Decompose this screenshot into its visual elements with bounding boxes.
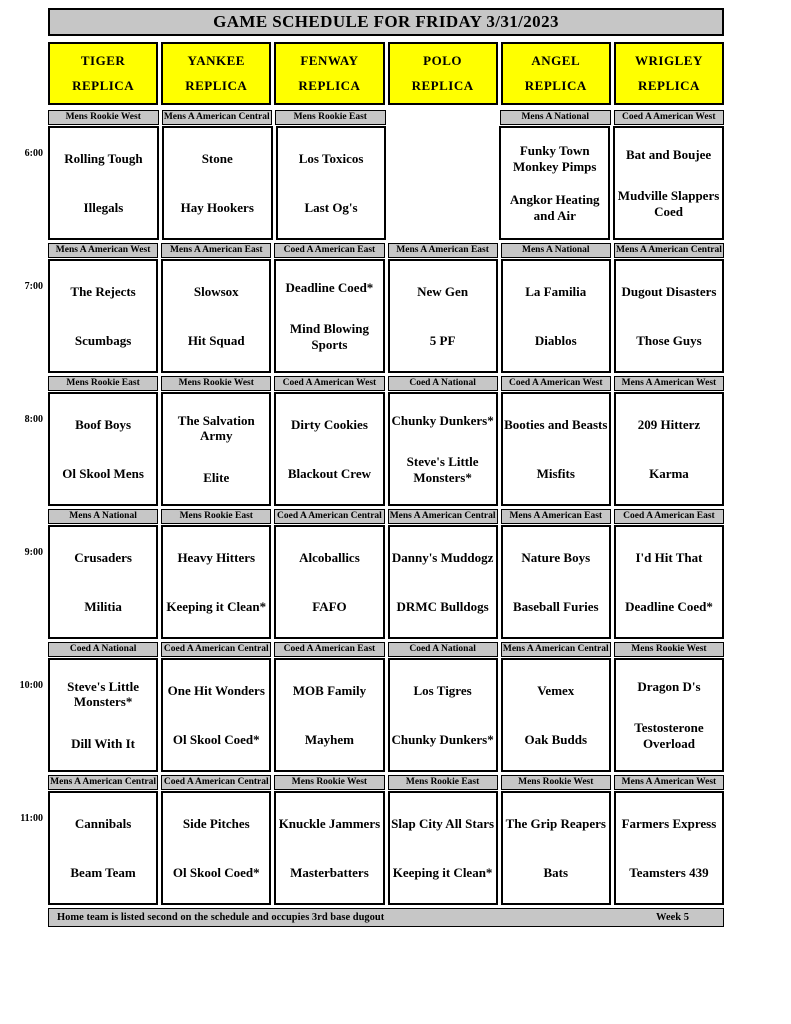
- away-team: One Hit Wonders: [167, 682, 265, 698]
- game-cell: [388, 392, 498, 506]
- time-label: 8:00: [24, 414, 43, 425]
- away-team: Vemex: [537, 682, 575, 698]
- footer-note: Home team is listed second on the schedule and occupies 3rd base dugout: [57, 912, 385, 923]
- division-label: Coed A American West: [274, 376, 384, 391]
- away-team: New Gen: [417, 283, 469, 299]
- division-label: Coed A National: [48, 642, 158, 657]
- field-name: WRIGLEY: [635, 53, 703, 68]
- game-cell: [48, 525, 158, 639]
- away-team: Side Pitches: [182, 815, 250, 831]
- away-team: Rolling Tough: [64, 150, 143, 166]
- division-label: Mens Rookie West: [48, 110, 159, 125]
- division-label: Coed A American Central: [161, 642, 271, 657]
- game-cell: [48, 392, 158, 506]
- game-cell: [276, 126, 387, 240]
- game-cell: [161, 525, 271, 639]
- game-cell: [501, 392, 611, 506]
- home-team: Steve's Little Monsters*: [406, 454, 479, 485]
- field-name: POLO: [423, 53, 463, 68]
- away-team: Dragon D's: [637, 678, 701, 694]
- division-label: Mens A National: [48, 509, 158, 524]
- division-label: Mens Rookie East: [275, 110, 386, 125]
- page-title: GAME SCHEDULE FOR FRIDAY 3/31/2023: [48, 8, 724, 36]
- field-header-row: [8, 42, 724, 105]
- game-cell: [613, 126, 724, 240]
- away-team: Nature Boys: [521, 549, 591, 565]
- away-team: Farmers Express: [621, 815, 717, 831]
- home-team: Ol Skool Coed*: [172, 864, 260, 880]
- division-row: [8, 243, 724, 258]
- division-label: Mens Rookie East: [48, 376, 158, 391]
- game-row: [8, 525, 724, 639]
- field-type: REPLICA: [298, 78, 361, 93]
- column-header-polo: [388, 42, 498, 105]
- division-label: Mens A American East: [388, 243, 498, 258]
- game-cell: [501, 658, 611, 772]
- home-team: Beam Team: [70, 864, 136, 880]
- division-row: [8, 376, 724, 391]
- game-cell-empty: [389, 126, 496, 240]
- footer-row: [8, 908, 724, 927]
- game-cell: [48, 791, 158, 905]
- game-cell: [388, 259, 498, 373]
- column-header-wrigley: [614, 42, 724, 105]
- away-team: Boof Boys: [75, 416, 132, 432]
- time-label: 11:00: [20, 813, 43, 824]
- gutter: [8, 509, 45, 524]
- away-team: Deadline Coed*: [285, 279, 374, 295]
- field-type: REPLICA: [524, 78, 587, 93]
- home-team: Ol Skool Mens: [62, 465, 144, 481]
- division-row: [8, 642, 724, 657]
- away-team: Slap City All Stars: [391, 815, 495, 831]
- away-team: The Salvation Army: [177, 412, 255, 444]
- division-label: Mens A American Central: [162, 110, 273, 125]
- home-team: Last Og's: [304, 199, 358, 215]
- home-team: Those Guys: [636, 332, 702, 348]
- division-label: Coed A American East: [614, 509, 724, 524]
- game-row: [8, 259, 724, 373]
- home-team: Karma: [649, 465, 689, 481]
- field-type: REPLICA: [637, 78, 700, 93]
- away-team: Crusaders: [74, 549, 132, 565]
- home-team: Scumbags: [74, 332, 132, 348]
- home-team: Illegals: [83, 199, 124, 215]
- game-cell: [48, 259, 158, 373]
- away-team: 209 Hitterz: [637, 416, 701, 432]
- time-label: 6:00: [24, 148, 43, 159]
- home-team: Teamsters 439: [629, 864, 709, 880]
- game-row: [8, 791, 724, 905]
- game-cell: [161, 259, 271, 373]
- away-team: Cannibals: [74, 815, 132, 831]
- home-team: Hit Squad: [187, 332, 245, 348]
- division-label: Coed A American Central: [274, 509, 384, 524]
- time-label: 7:00: [24, 281, 43, 292]
- footer-bar: [48, 908, 724, 927]
- game-cell: [274, 658, 384, 772]
- division-row: [8, 110, 724, 125]
- game-row: [8, 392, 724, 506]
- game-cell: [499, 126, 610, 240]
- home-team: Masterbatters: [290, 864, 369, 880]
- away-team: Los Toxicos: [298, 150, 364, 166]
- division-label: Mens A American Central: [614, 243, 724, 258]
- column-header-yankee: [161, 42, 271, 105]
- home-team: Elite: [203, 469, 230, 485]
- field-name: YANKEE: [187, 53, 245, 68]
- home-team: Angkor Heating and Air: [509, 191, 600, 223]
- home-team: Mayhem: [304, 731, 354, 747]
- division-label: Mens Rookie West: [161, 376, 271, 391]
- away-team: Bat and Boujee: [625, 146, 712, 162]
- division-label: Coed A National: [388, 642, 498, 657]
- game-cell: [388, 791, 498, 905]
- game-cell: [388, 525, 498, 639]
- game-cell: [274, 791, 384, 905]
- time-label: 9:00: [24, 547, 43, 558]
- game-row: [8, 658, 724, 772]
- gutter: [8, 110, 45, 125]
- column-header-fenway: [274, 42, 384, 105]
- away-team: MOB Family: [292, 682, 367, 698]
- away-team: The Grip Reapers: [505, 815, 606, 831]
- field-type: REPLICA: [411, 78, 474, 93]
- home-team: Diablos: [534, 332, 577, 348]
- home-team: Blackout Crew: [287, 465, 372, 481]
- away-team: Funky Town Monkey Pimps: [513, 142, 597, 174]
- division-label: Mens A American Central: [501, 642, 611, 657]
- home-team: Ol Skool Coed*: [172, 731, 260, 747]
- home-team: Mind Blowing Sports: [289, 321, 369, 352]
- away-team: La Familia: [525, 283, 587, 299]
- division-label: Mens A American East: [501, 509, 611, 524]
- home-team: Hay Hookers: [180, 199, 254, 215]
- game-cell: [48, 126, 159, 240]
- division-label: Coed A American Central: [161, 775, 271, 790]
- home-team: Oak Budds: [524, 731, 588, 747]
- home-team: Misfits: [536, 465, 575, 481]
- home-team: Bats: [543, 864, 569, 880]
- column-header-tiger: [48, 42, 158, 105]
- division-label: Mens A American Central: [388, 509, 498, 524]
- division-label: Coed A American East: [274, 243, 384, 258]
- division-label: Mens A American West: [614, 775, 724, 790]
- away-team: Knuckle Jammers: [278, 815, 381, 831]
- away-team: Booties and Beasts: [504, 416, 608, 432]
- division-label: Mens A National: [501, 243, 611, 258]
- week-label: Week 5: [656, 912, 689, 923]
- division-label: Coed A American West: [614, 110, 725, 125]
- division-label: Mens Rookie West: [501, 775, 611, 790]
- game-cell: [274, 392, 384, 506]
- game-cell: [48, 658, 158, 772]
- division-label: Mens Rookie West: [614, 642, 724, 657]
- game-cell: [388, 658, 498, 772]
- game-cell: [614, 392, 724, 506]
- home-team: Testosterone Overload: [634, 720, 704, 751]
- away-team: Chunky Dunkers*: [391, 412, 494, 428]
- division-label: Mens A American Central: [48, 775, 158, 790]
- division-row: [8, 509, 724, 524]
- home-team: FAFO: [312, 598, 347, 614]
- gutter: [8, 642, 45, 657]
- away-team: Danny's Muddogz: [391, 549, 494, 565]
- home-team: DRMC Bulldogs: [396, 598, 489, 614]
- title-row: [8, 8, 724, 36]
- gutter: [8, 243, 45, 258]
- home-team: 5 PF: [429, 332, 456, 348]
- game-cell: [161, 658, 271, 772]
- field-name: ANGEL: [531, 53, 581, 68]
- division-row: [8, 775, 724, 790]
- game-cell: [274, 259, 384, 373]
- field-name: TIGER: [80, 53, 126, 68]
- away-team: Slowsox: [193, 283, 239, 299]
- away-team: Los Tigres: [413, 682, 472, 698]
- division-label: Mens Rookie East: [161, 509, 271, 524]
- division-label: Mens A American West: [48, 243, 158, 258]
- field-type: REPLICA: [185, 78, 248, 93]
- division-label: Mens Rookie East: [388, 775, 498, 790]
- game-cell: [161, 791, 271, 905]
- game-cell: [501, 259, 611, 373]
- division-label: Mens A American West: [614, 376, 724, 391]
- field-name: FENWAY: [300, 53, 359, 68]
- home-team: Keeping it Clean*: [392, 864, 493, 880]
- gutter: [8, 8, 45, 36]
- home-team: Deadline Coed*: [625, 598, 713, 614]
- away-team: Heavy Hitters: [177, 549, 256, 565]
- time-label: 10:00: [19, 680, 43, 691]
- game-cell: [501, 791, 611, 905]
- division-label: Mens Rookie West: [274, 775, 384, 790]
- division-label: Coed A American East: [274, 642, 384, 657]
- away-team: Dirty Cookies: [290, 416, 368, 432]
- home-team: Dill With It: [71, 735, 135, 751]
- away-team: I'd Hit That: [635, 549, 703, 565]
- game-cell: [161, 392, 271, 506]
- game-row: [8, 126, 724, 240]
- home-team: Baseball Furies: [512, 598, 599, 614]
- away-team: Steve's Little Monsters*: [67, 678, 139, 710]
- away-team: Stone: [201, 150, 233, 166]
- home-team: Mudville Slappers Coed: [617, 188, 720, 219]
- division-label: Coed A National: [388, 376, 498, 391]
- away-team: The Rejects: [70, 283, 136, 299]
- game-cell: [501, 525, 611, 639]
- away-team: Dugout Disasters: [621, 283, 717, 299]
- away-team: Alcoballics: [299, 549, 360, 565]
- game-cell: [614, 259, 724, 373]
- gutter: [8, 775, 45, 790]
- home-team: Chunky Dunkers*: [391, 731, 494, 747]
- gutter: [8, 42, 45, 105]
- gutter: [8, 908, 45, 927]
- column-header-angel: [501, 42, 611, 105]
- gutter: [8, 376, 45, 391]
- division-label-empty: [389, 110, 498, 125]
- field-type: REPLICA: [72, 78, 135, 93]
- home-team: Keeping it Clean*: [166, 598, 267, 614]
- game-cell: [162, 126, 273, 240]
- game-cell: [614, 658, 724, 772]
- game-cell: [614, 525, 724, 639]
- division-label: Mens A American East: [161, 243, 271, 258]
- division-label: Mens A National: [500, 110, 611, 125]
- game-cell: [274, 525, 384, 639]
- game-cell: [614, 791, 724, 905]
- home-team: Militia: [84, 598, 122, 614]
- division-label: Coed A American West: [501, 376, 611, 391]
